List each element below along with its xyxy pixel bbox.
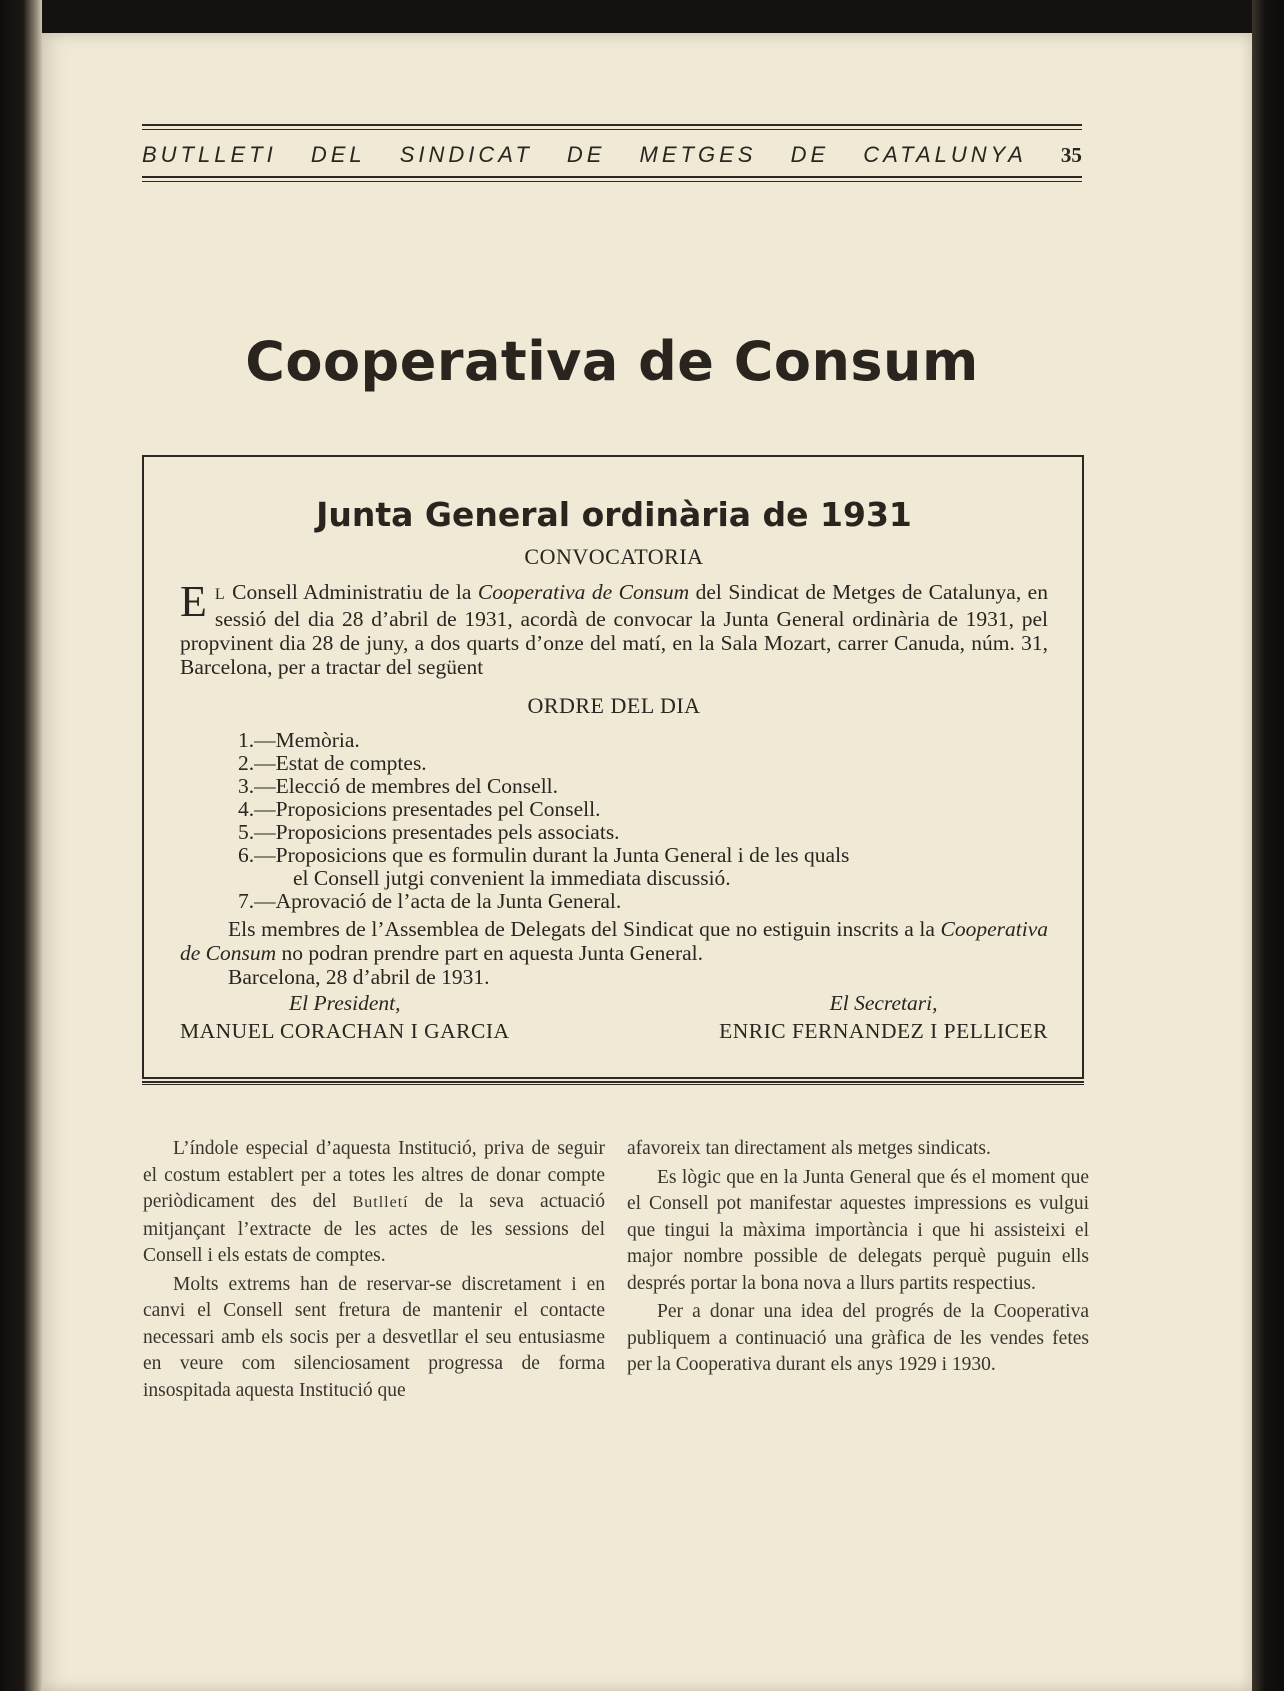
header-word: DEL	[310, 142, 366, 167]
body-paragraph	[143, 1136, 605, 1270]
body-paragraph	[143, 1272, 605, 1405]
agenda-item	[238, 752, 1048, 775]
header-text	[142, 138, 1082, 172]
scan-border-left	[0, 0, 42, 1691]
notice-box	[142, 455, 1084, 1079]
members-note	[180, 917, 1048, 965]
agenda-number: 1.—	[238, 728, 276, 752]
header-rule-bottom	[142, 176, 1082, 182]
agenda-text: Proposicions presentades pel Consell.	[275, 797, 601, 821]
paragraph-text-2: de la seva actuació mitjançant l’extracte de les actes de les sessions del Consell i els estats de comptes.	[143, 1191, 605, 1266]
signature-role: El President,	[289, 991, 401, 1015]
intro-text-2: del Sindicat de Metges de Catalunya, en sessió del dia 28 d’abril de 1931, acordà de convocar la Junta General ordinària de 1931, pel propvinent dia 28 de juny, a dos quarts d’onze del matí, en la Sala Mozart, carrer Canuda, núm. 31, Barcelona, per a tractar del següent	[180, 580, 1048, 679]
agenda-item	[238, 890, 1048, 913]
signature-name: ENRIC FERNANDEZ I PELLICER	[719, 1019, 1048, 1043]
notice-bottom-rule	[142, 1081, 1084, 1085]
paragraph-text: afavoreix tan directament als metges sindicats.	[627, 1138, 991, 1159]
agenda-text: Estat de comptes.	[275, 751, 427, 775]
order-heading: ORDRE DEL DIA	[527, 693, 701, 718]
agenda-number: 3.—	[238, 774, 276, 798]
page-title: Cooperativa de Consum	[245, 330, 979, 393]
agenda-item	[238, 844, 1048, 890]
header-word: DE	[566, 142, 606, 167]
agenda-item	[238, 775, 1048, 798]
header-word: SINDICAT	[399, 142, 533, 167]
header-rule-top	[142, 124, 1082, 130]
body-column-right	[627, 1136, 1089, 1379]
notice-content	[180, 457, 1048, 1045]
agenda-number: 7.—	[238, 889, 276, 913]
agenda-item	[238, 821, 1048, 844]
paragraph-text: Per a donar una idea del progrés de la Cooperativa publiquem a continuació una gràfica de les vendes fetes per la Cooperativa durant els anys 1929 i 1930.	[627, 1301, 1089, 1375]
signature-role: El Secretari,	[829, 991, 938, 1015]
intro-smallcaps: L	[214, 586, 226, 603]
agenda-number: 5.—	[238, 820, 276, 844]
running-header	[142, 124, 1082, 186]
agenda-text: Proposicions que es formulin durant la Junta General i de les quals	[275, 843, 850, 867]
agenda-item	[238, 729, 1048, 752]
members-text-1: Els membres de l’Assemblea de Delegats del Sindicat que no estiguin inscrits a la	[228, 917, 941, 941]
header-word: BUTLLETI	[142, 142, 277, 167]
body-paragraph	[627, 1136, 1089, 1163]
signature-president	[180, 989, 510, 1045]
body-paragraph	[627, 1165, 1089, 1298]
members-italic: Cooperativa de Consum	[180, 917, 1048, 965]
intro-text-1: Consell Administratiu de la	[225, 580, 478, 604]
paragraph-text: Molts extrems han de reservar-se discretament i en canvi el Consell sent fretura de mantenir el contacte necessari amb els socis per a desvetllar el seu entusiasme en veure com silenciosament progressa de forma insospitada aquesta Institució que	[143, 1273, 605, 1401]
header-word: CATALUNYA	[863, 142, 1027, 167]
convocatoria-heading: CONVOCATORIA	[524, 544, 704, 569]
body-paragraph	[627, 1299, 1089, 1379]
notice-title: Junta General ordinària de 1931	[316, 495, 912, 534]
members-text-2: no podran prendre part en aquesta Junta General.	[276, 941, 703, 965]
intro-italic: Cooperativa de Consum	[477, 580, 690, 604]
signatures	[180, 989, 1048, 1045]
paragraph-text: Es lògic que en la Junta General que és el moment que el Consell pot manifestar aquestes impressions es vulgui que tingui la màxima importància i que hi assisteixi el major nombre possible de delegats perquè puguin ells després portar la bona nova a llurs partits respectius.	[627, 1166, 1089, 1294]
scan-border-top	[42, 0, 1252, 33]
agenda-text: Proposicions presentades pels associats.	[275, 820, 620, 844]
paragraph-smallcaps: Butlletí	[352, 1194, 409, 1211]
drop-cap: E	[180, 577, 207, 626]
header-word: METGES	[639, 142, 757, 167]
agenda-text-continued: el Consell jutgi convenient la immediata discussió.	[293, 866, 731, 890]
agenda-item	[238, 798, 1048, 821]
agenda-number: 4.—	[238, 797, 276, 821]
agenda-text: Elecció de membres del Consell.	[275, 774, 559, 798]
agenda-list	[238, 729, 1048, 913]
place-date: Barcelona, 28 d’abril de 1931.	[228, 965, 490, 989]
agenda-number: 2.—	[238, 751, 276, 775]
agenda-number: 6.—	[238, 843, 276, 867]
paragraph-text: L’índole especial d’aquesta Institució, priva de seguir el costum establert per a totes les altres de donar compte periòdicament des del	[143, 1138, 605, 1212]
agenda-text: Aprovació de l’acta de la Junta General.	[275, 889, 622, 913]
page-number: 35	[1060, 142, 1082, 167]
agenda-text: Memòria.	[275, 728, 360, 752]
body-column-left	[143, 1136, 605, 1404]
signature-secretary	[719, 989, 1048, 1045]
scan-border-right	[1252, 0, 1284, 1691]
header-word: DE	[790, 142, 830, 167]
notice-intro	[180, 577, 1048, 679]
signature-name: MANUEL CORACHAN I GARCIA	[180, 1019, 510, 1043]
